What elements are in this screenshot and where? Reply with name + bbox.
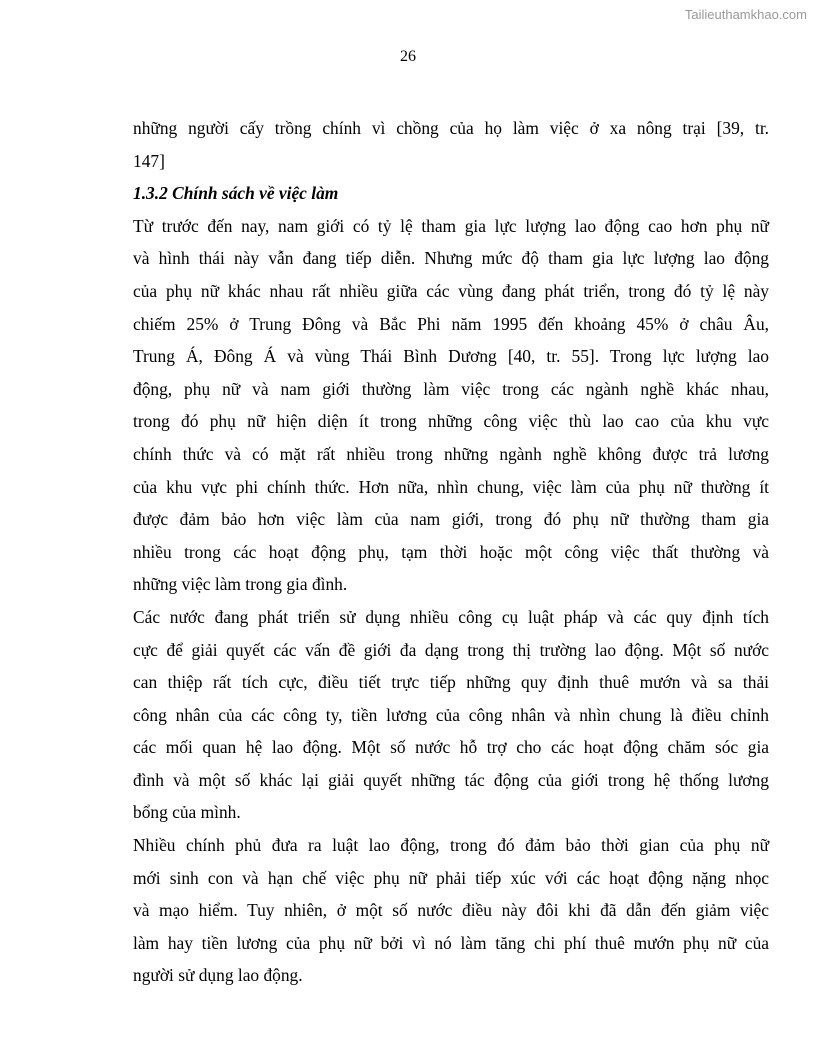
text-line: các mối quan hệ lao động. Một số nước hỗ trợ cho các hoạt động chăm sóc gia: [133, 737, 769, 758]
text-line: mới sinh con và hạn chế việc phụ nữ phải tiếp xúc với các hoạt động nặng nhọc: [133, 867, 769, 888]
paragraph-legal-tools: [133, 601, 769, 829]
text-line: đình và một số khác lại giải quyết những tác động của giới trong hệ thống lương: [133, 769, 769, 790]
paragraph-continuation: [133, 112, 769, 177]
text-line: người sử dụng lao động.: [133, 965, 303, 986]
text-line: chiếm 25% ở Trung Đông và Bắc Phi năm 1995 đến khoảng 45% ở châu Âu,: [133, 313, 769, 334]
text-line: được đảm bảo hơn việc làm của nam giới, trong đó phụ nữ thường tham gia: [133, 509, 769, 530]
text-line: những người cấy trồng chính vì chồng của họ làm việc ở xa nông trại [39, tr.: [133, 118, 769, 138]
text-line: chính thức và có mặt rất nhiều trong những ngành nghề không được trả lương: [133, 443, 769, 464]
text-line: nhiều trong các hoạt động phụ, tạm thời hoặc một công việc thất thường và: [133, 541, 769, 562]
text-line: công nhân của các công ty, tiền lương của công nhân và nhìn chung là điều chỉnh: [133, 704, 769, 725]
text-line: bổng của mình.: [133, 802, 241, 823]
text-line: và hình thái này vẫn đang tiếp diễn. Nhưng mức độ tham gia lực lượng lao động: [133, 248, 769, 269]
text-line: can thiệp rất tích cực, điều tiết trực tiếp những quy định thuê mướn và sa thải: [133, 672, 769, 693]
watermark-text: Tailieuthamkhao.com: [684, 7, 807, 22]
section-heading: 1.3.2 Chính sách về việc làm: [133, 183, 339, 204]
text-line: cực để giải quyết các vấn đề giới đa dạng trong thị trường lao động. Một số nước: [133, 639, 769, 660]
text-line: làm hay tiền lương của phụ nữ bởi vì nó làm tăng chi phí thuê mướn phụ nữ của: [133, 932, 769, 953]
text-line: động, phụ nữ và nam giới thường làm việc trong các ngành nghề khác nhau,: [133, 378, 769, 399]
text-line: Trung Á, Đông Á và vùng Thái Bình Dương [40, tr. 55]. Trong lực lượng lao: [133, 346, 769, 367]
text-line: những việc làm trong gia đình.: [133, 574, 348, 595]
text-line: Từ trước đến nay, nam giới có tỷ lệ tham gia lực lượng lao động cao hơn phụ nữ: [133, 215, 769, 236]
text-line: và mạo hiểm. Tuy nhiên, ở một số nước điều này đôi khi đã dẫn đến giảm việc: [133, 900, 769, 921]
paragraph-labor-participation: [133, 210, 769, 601]
document-body: [133, 112, 769, 992]
text-line: trong đó phụ nữ hiện diện ít trong những công việc thù lao cao của khu vực: [133, 411, 769, 432]
paragraph-labor-law: [133, 829, 769, 992]
text-line: Các nước đang phát triển sử dụng nhiều công cụ luật pháp và các quy định tích: [133, 606, 769, 627]
page-number: 26: [400, 48, 416, 65]
text-line: của khu vực phi chính thức. Hơn nữa, nhìn chung, việc làm của phụ nữ thường ít: [133, 476, 769, 497]
text-line: Nhiều chính phủ đưa ra luật lao động, trong đó đảm bảo thời gian của phụ nữ: [133, 835, 769, 856]
text-line: của phụ nữ khác nhau rất nhiều giữa các vùng đang phát triển, trong đó tỷ lệ này: [133, 280, 769, 301]
text-line: 147]: [133, 150, 165, 171]
